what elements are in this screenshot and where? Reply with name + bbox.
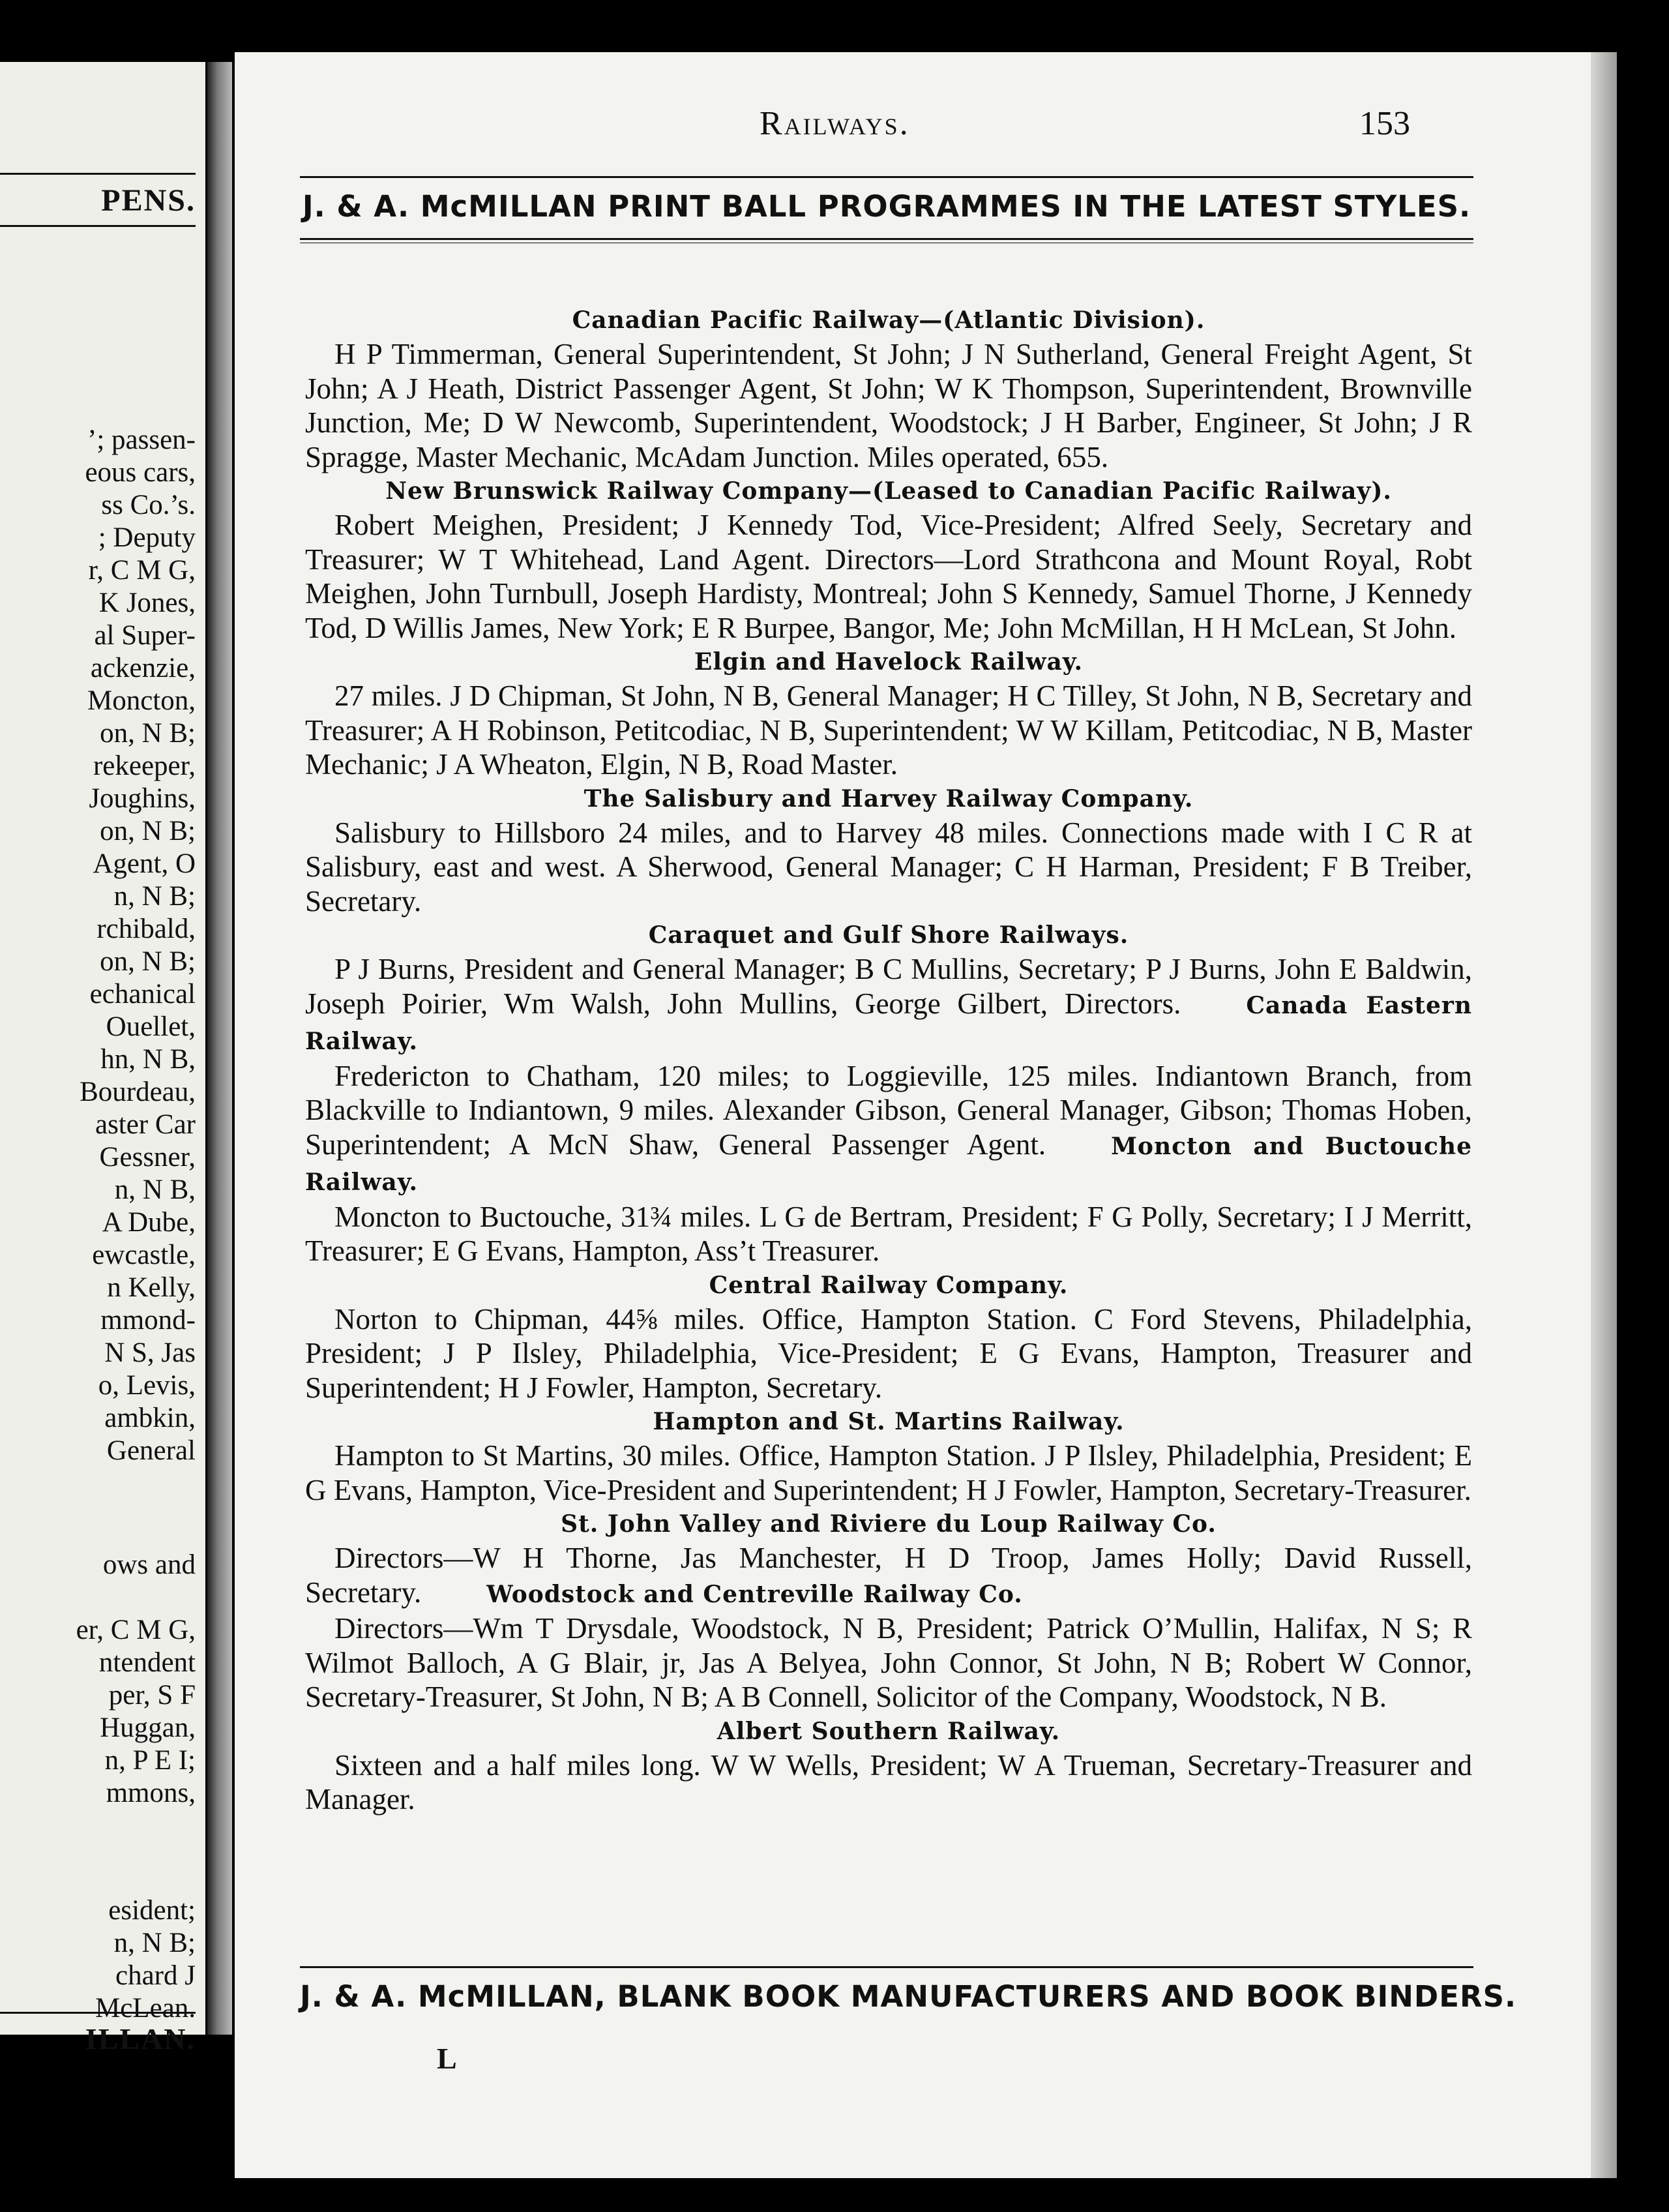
left-page-line: r, C M G,	[88, 555, 196, 586]
left-page-line: mmond-	[100, 1305, 196, 1336]
section-paragraph	[305, 679, 1472, 782]
left-page-line: Joughins,	[89, 783, 196, 814]
left-page-line: N S, Jas	[104, 1338, 196, 1368]
left-page-line: per, S F	[108, 1680, 196, 1711]
left-page-line	[0, 1581, 196, 1614]
section-paragraph	[305, 1611, 1472, 1714]
left-page-line: eous cars,	[85, 457, 196, 488]
left-page-line: o, Levis,	[98, 1370, 196, 1401]
left-page-line: rekeeper,	[93, 751, 196, 781]
left-page-line: ackenzie,	[90, 653, 196, 683]
left-page-line: chard J	[115, 1960, 196, 1991]
section-heading: Canadian Pacific Railway—(Atlantic Division).	[572, 306, 1205, 334]
section-text: Moncton to Buctouche, 31¾ miles. L G de Bertram, President; F G Polly, Secretary; I J Merritt, Treasurer; E G Evans, Hampton, Ass’t Treasurer.	[305, 1200, 1472, 1267]
section-heading: Central Railway Company.	[709, 1271, 1069, 1299]
section-heading: Moncton and Buctouche Railway.	[305, 1132, 1473, 1196]
left-page-line: Gessner,	[99, 1142, 196, 1173]
page-number: 153	[1359, 105, 1410, 142]
section-paragraph	[305, 508, 1472, 645]
section-heading: St. John Valley and Riviere du Loup Railway Co.	[561, 1510, 1217, 1538]
left-page-line: ’; passen-	[87, 425, 196, 455]
section-paragraph	[305, 1748, 1472, 1817]
left-page-line: ss Co.’s.	[101, 490, 196, 520]
book-gutter	[207, 62, 232, 2035]
left-page-line: mmons,	[106, 1778, 196, 1808]
signature-mark: L	[437, 2042, 457, 2075]
left-page-line: on, N B;	[100, 946, 196, 977]
section-heading: The Salisbury and Harvey Railway Company.	[583, 785, 1194, 813]
book-page	[235, 52, 1617, 2178]
left-page-line: aster Car	[95, 1109, 196, 1140]
left-page-line: Huggan,	[100, 1712, 196, 1743]
section-text: Fredericton to Chatham, 120 miles; to Loggieville, 125 miles. Indiantown Branch, from Blackville to Indiantown, 9 miles. Alexander Gibson, General Manager, Gibson; Thomas Hoben, Superintendent; A McN Shaw, General Passenger Agent.	[305, 1059, 1472, 1161]
left-page-line: McLean.	[95, 1993, 196, 2024]
section-paragraph	[305, 1200, 1472, 1268]
left-page-text	[0, 424, 196, 1467]
section-text: P J Burns, President and General Manager; B C Mullins, Secretary; P J Burns, John E Baldwin, Joseph Poirier, Wm Walsh, John Mullins, George Gilbert, Directors.	[305, 953, 1472, 1020]
left-page-line: on, N B;	[100, 718, 196, 749]
left-page-line: er, C M G,	[76, 1615, 196, 1645]
left-page-line: n Kelly,	[107, 1272, 196, 1303]
bottom-rule	[300, 1966, 1473, 1968]
left-page-line: on, N B;	[100, 816, 196, 846]
left-page-line: K Jones,	[98, 588, 196, 618]
section-heading: Caraquet and Gulf Shore Railways.	[648, 921, 1129, 949]
left-page-line: General	[106, 1435, 196, 1466]
section-text: Directors—Wm T Drysdale, Woodstock, N B, President; Patrick O’Mullin, Halifax, N S; R Wilmot Balloch, A G Blair, jr, Jas A Belyea, John Connor, St John, N B; Robert W Connor, Secretary-Treasurer, St John, N B; A B Connell, Solicitor of the Company, Woodstock, N B.	[305, 1612, 1472, 1713]
left-page-line: esident;	[108, 1895, 196, 1926]
left-page-line: n, N B,	[114, 1174, 196, 1205]
left-page-line: n, N B;	[113, 1928, 196, 1958]
left-page-line: ambkin,	[104, 1403, 196, 1433]
section-heading: Hampton and St. Martins Railway.	[653, 1408, 1125, 1435]
section-text: Sixteen and a half miles long. W W Wells, President; W A Trueman, Secretary-Treasurer and Manager.	[305, 1748, 1472, 1816]
section-heading: Elgin and Havelock Railway.	[694, 648, 1084, 676]
top-banner: J. & A. McMILLAN PRINT BALL PROGRAMMES IN THE LATEST STYLES.	[302, 189, 1471, 224]
left-page-line: Ouellet,	[106, 1011, 196, 1042]
bottom-banner: J. & A. McMILLAN, BLANK BOOK MANUFACTURERS AND BOOK BINDERS.	[300, 1979, 1517, 2014]
section-text: Norton to Chipman, 44⅝ miles. Office, Hampton Station. C Ford Stevens, Philadelphia, President; J P Ilsley, Philadelphia, Vice-President; E G Evans, Hampton, Treasurer and Superintendent; H J Fowler, Hampton, Secretary.	[305, 1302, 1472, 1404]
banner-rule	[300, 238, 1473, 240]
section-heading: Woodstock and Centreville Railway Co.	[486, 1580, 1023, 1608]
left-page-rule	[0, 225, 196, 227]
left-page-text	[0, 1549, 196, 1810]
section-text: 27 miles. J D Chipman, St John, N B, General Manager; H C Tilley, St John, N B, Secretary and Treasurer; A H Robinson, Petitcodiac, N B, Superintendent; W W Killam, Petitcodiac, N B, Master Mechanic; J A Wheaton, Elgin, N B, Road Master.	[305, 680, 1472, 781]
top-rule	[300, 176, 1473, 178]
page-edge-shadow	[1591, 52, 1617, 2178]
section-paragraph	[305, 337, 1472, 474]
section-heading: Albert Southern Railway.	[716, 1717, 1061, 1745]
left-page-fragment	[0, 62, 205, 2055]
left-page-header: PENS.	[101, 183, 196, 218]
left-page-line: echanical	[89, 979, 196, 1009]
left-page-rule	[0, 173, 196, 175]
left-page-line: A Dube,	[102, 1207, 196, 1238]
section-text: Robert Meighen, President; J Kennedy Tod, Vice-President; Alfred Seely, Secretary and Treasurer; W T Whitehead, Land Agent. Directors—Lord Strathcona and Mount Royal, Robt Meighen, John Turnbull, Joseph Hardisty, Montreal; John S Kennedy, Samuel Thorne, J Kennedy Tod, D Willis James, New York; E R Burpee, Bangor, Me; John McMillan, H H McLean, St John.	[305, 509, 1472, 644]
left-page-text	[0, 1894, 196, 2025]
section-text: Directors—W H Thorne, Jas Manchester, H D Troop, James Holly; David Russell, Secretary.	[305, 1542, 1472, 1609]
section-paragraph	[305, 1059, 1472, 1200]
page-body	[305, 303, 1472, 1817]
section-heading: Canada Eastern Railway.	[305, 991, 1473, 1055]
section-paragraph	[305, 1439, 1472, 1507]
left-page-line: Agent, O	[93, 848, 196, 879]
section-text: H P Timmerman, General Superintendent, St John; J N Sutherland, General Freight Agent, St John; A J Heath, District Passenger Agent, St John; W K Thompson, Superintendent, Brownville Junction, Me; D W Newcomb, Superintendent, Woodstock; J H Barber, Engineer, St John; J R Spragge, Master Mechanic, McAdam Junction. Miles operated, 655.	[305, 338, 1472, 473]
left-page-line: ewcastle,	[92, 1240, 196, 1270]
left-page-line: Bourdeau,	[80, 1077, 196, 1107]
left-page-line: n, P E I;	[104, 1745, 196, 1776]
section-text: Salisbury to Hillsboro 24 miles, and to Harvey 48 miles. Connections made with I C R at Salisbury, east and west. A Sherwood, General Manager; C H Harman, President; F B Treiber, Secretary.	[305, 816, 1472, 918]
section-paragraph	[305, 1302, 1472, 1405]
left-page-line: ; Deputy	[98, 522, 196, 553]
left-page-line: n, N B;	[113, 881, 196, 912]
left-page-line: ows and	[102, 1549, 196, 1580]
running-title: Railways.	[760, 105, 910, 142]
left-page-line: rchibald,	[96, 914, 196, 944]
running-head	[235, 104, 1617, 157]
left-page-rule	[0, 2012, 196, 2014]
left-page-line: al Super-	[94, 620, 196, 651]
section-paragraph	[305, 1541, 1472, 1611]
left-page-footer: ILLAN.	[85, 2022, 196, 2055]
left-page-line: ntendent	[98, 1647, 196, 1678]
section-heading: New Brunswick Railway Company—(Leased to Canadian Pacific Railway).	[385, 477, 1392, 505]
left-page-line: hn, N B,	[100, 1044, 196, 1075]
section-text: Hampton to St Martins, 30 miles. Office, Hampton Station. J P Ilsley, Philadelphia, President; E G Evans, Hampton, Vice-President and Superintendent; H J Fowler, Hampton, Secretary-Treasurer.	[305, 1439, 1472, 1506]
section-paragraph	[305, 952, 1472, 1059]
section-paragraph	[305, 816, 1472, 919]
left-page-line: Moncton,	[87, 685, 196, 716]
